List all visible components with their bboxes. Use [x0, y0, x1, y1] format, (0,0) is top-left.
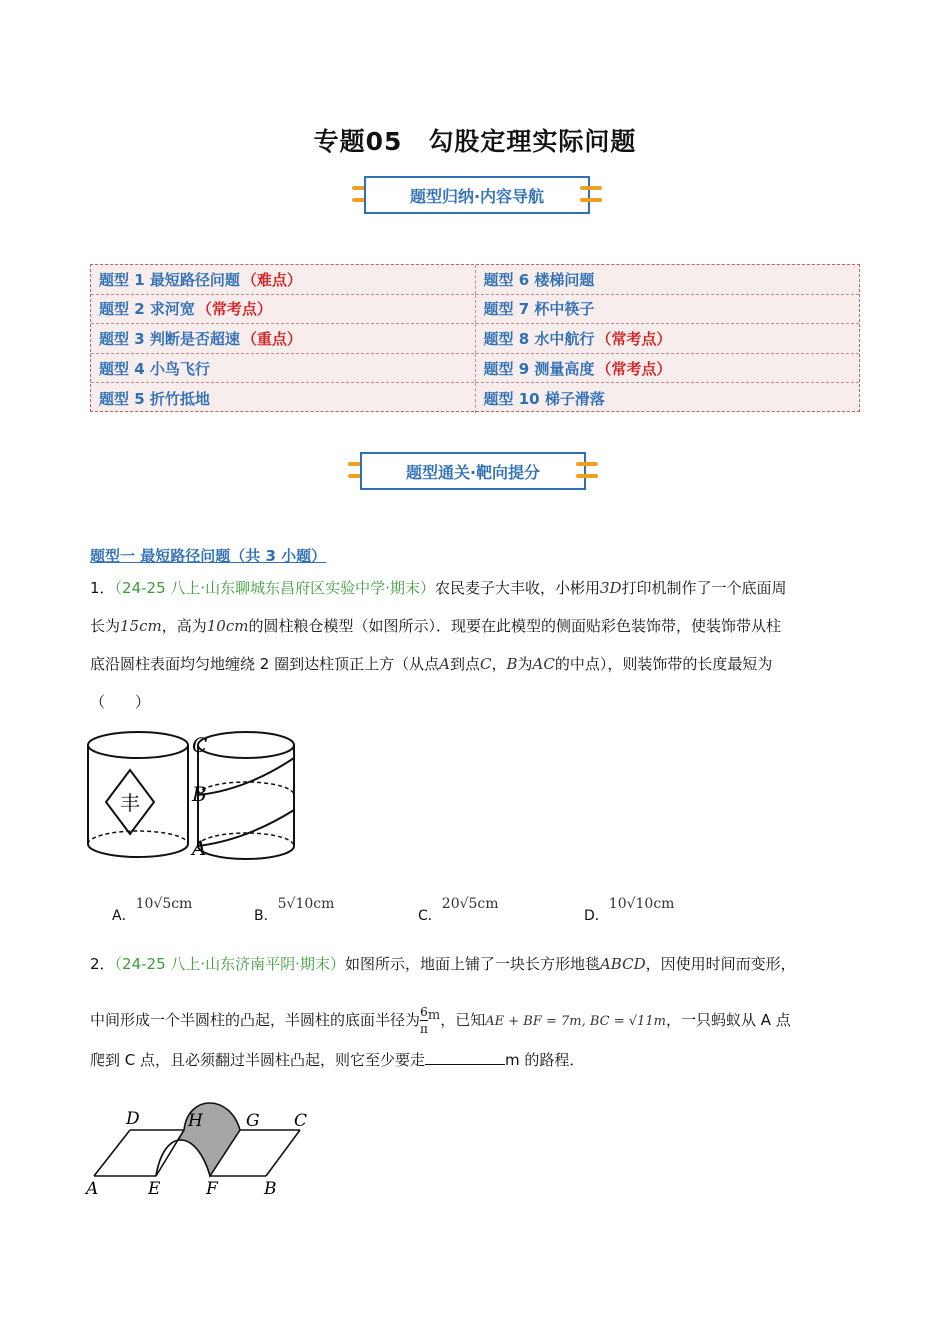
q2-text: 中间形成一个半圆柱的凸起，半圆柱的底面半径为: [90, 1011, 421, 1029]
q1-number: 1．: [90, 579, 115, 597]
toc-item-tag: （重点）: [241, 329, 302, 348]
question-2: [90, 945, 862, 1079]
toc-item-label: 题型 5 折竹抵地: [99, 389, 210, 408]
q1-text: 为: [517, 655, 533, 673]
toc-item[interactable]: [91, 383, 476, 413]
section-heading: 题型一 最短路径问题（共 3 小题）: [90, 547, 327, 565]
q2-text: ，已知: [440, 1011, 486, 1029]
banner-nav: [352, 176, 602, 216]
q1-text: 到点: [449, 655, 480, 673]
option-label: B．: [254, 908, 278, 924]
q2-condition: AE + BF = 7m, BC = √11m: [485, 1014, 666, 1029]
q1-line-2: [90, 607, 862, 645]
toc-item[interactable]: [476, 354, 860, 383]
q2-source: （24-25 八上·山东济南平阴·期末）: [114, 955, 345, 973]
q2-number: 2．: [90, 955, 115, 973]
q1-fig-char: 丰: [120, 791, 140, 815]
q1-option-c[interactable]: [418, 893, 499, 924]
option-value: 20√5cm: [441, 896, 499, 912]
banner-bar-right-bottom: [580, 198, 602, 202]
toc-item[interactable]: [91, 324, 476, 353]
question-1: [90, 569, 862, 721]
q1-math-A: A: [439, 655, 450, 673]
q1-text: 的圆柱粮仓模型（如图所示）．现要在此模型的侧面贴彩色装饰带，使装饰带从柱: [248, 617, 781, 635]
q2-carpet-figure: [84, 1098, 324, 1202]
q1-option-a[interactable]: [112, 893, 193, 924]
q2-label-A: A: [86, 1179, 99, 1199]
q1-math-15cm: 15cm: [120, 617, 162, 635]
toc-item-label: 题型 2 求河宽: [99, 300, 195, 319]
q1-label-A: A: [192, 836, 207, 860]
q1-text: 长为: [90, 617, 121, 635]
banner-bar-right-top: [580, 186, 602, 190]
q2-math-ABCD: ABCD: [599, 955, 646, 973]
toc-row: [91, 295, 859, 325]
toc-row: [91, 354, 859, 384]
q2-label-B: B: [264, 1179, 277, 1199]
toc-item[interactable]: [91, 265, 476, 294]
q1-cylinder-figure: [80, 728, 310, 868]
toc-item-label: 题型 7 杯中筷子: [483, 300, 595, 319]
q1-option-d[interactable]: [584, 893, 675, 924]
q2-text: 爬到 C 点，且必须翻过半圆柱凸起，则它至少要走: [90, 1051, 426, 1069]
q1-label-C: C: [192, 733, 208, 757]
toc-row: [91, 265, 859, 295]
q1-text: ，: [491, 655, 507, 673]
option-label: A．: [112, 908, 136, 924]
q2-frac-unit: m: [427, 1008, 441, 1023]
toc-item-label: 题型 9 测量高度: [483, 359, 595, 378]
q1-line-4: （ ）: [90, 693, 151, 711]
banner-practice: [348, 452, 598, 492]
q2-label-F: F: [206, 1179, 218, 1199]
q1-line-1: [90, 569, 862, 607]
q1-text: 底沿圆柱表面均匀地缠绕 2 圈到达柱顶正上方（从点: [90, 655, 440, 673]
q2-label-D: D: [126, 1109, 140, 1129]
q1-text: 的中点），则装饰带的长度最短为: [554, 655, 773, 673]
q2-text: m 的路程．: [505, 1051, 585, 1069]
toc-item-tag: （常考点）: [596, 359, 672, 378]
q1-text: 农民麦子大丰收，小彬用: [434, 579, 600, 597]
banner-nav-label: 题型归纳·内容导航: [364, 176, 590, 214]
toc-item-tag: （常考点）: [196, 300, 272, 319]
q1-math-10cm: 10cm: [206, 617, 249, 635]
toc-item[interactable]: [476, 295, 860, 324]
toc-item-tag: （常考点）: [596, 329, 672, 348]
toc-item[interactable]: [476, 324, 860, 353]
option-value: 10√5cm: [135, 896, 193, 912]
toc-item-label: 题型 8 水中航行: [483, 329, 595, 348]
toc-item-label: 题型 10 梯子滑落: [483, 389, 605, 408]
toc-item-label: 题型 3 判断是否超速: [99, 329, 240, 348]
q1-text: ，高为: [161, 617, 207, 635]
toc-item[interactable]: [476, 265, 860, 294]
q2-label-H: H: [188, 1111, 203, 1131]
q2-line-2: [90, 997, 862, 1041]
toc-item-tag: （难点）: [241, 270, 302, 289]
toc-item[interactable]: [91, 354, 476, 383]
fraction-numerator: 6: [420, 1005, 428, 1019]
q1-line-3: [90, 645, 862, 683]
banner-practice-label: 题型通关·靶向提分: [360, 452, 586, 490]
q2-text: ，因使用时间而变形，: [645, 955, 796, 973]
banner-bar-right-bottom: [576, 474, 598, 478]
option-label: C．: [418, 908, 442, 924]
q2-line-1: [90, 945, 862, 983]
q1-math-C: C: [479, 655, 492, 673]
q1-option-b[interactable]: [254, 893, 335, 924]
toc-item[interactable]: [91, 295, 476, 324]
q1-text: 打印机制作了一个底面周: [621, 579, 787, 597]
q2-fraction: [420, 1004, 428, 1037]
q2-text: 如图所示，地面上铺了一块长方形地毯: [344, 955, 600, 973]
toc-item[interactable]: [476, 383, 860, 413]
q2-line-3: [90, 1041, 862, 1079]
page-title: 专题05 勾股定理实际问题: [313, 127, 637, 156]
q2-label-E: E: [148, 1179, 161, 1199]
q2-label-C: C: [294, 1111, 308, 1131]
toc-item-label: 题型 6 楼梯问题: [483, 270, 595, 289]
q1-source: （24-25 八上·山东聊城东昌府区实验中学·期末）: [114, 579, 435, 597]
toc-item-label: 题型 1 最短路径问题: [99, 270, 240, 289]
option-label: D．: [584, 908, 609, 924]
option-value: 10√10cm: [608, 896, 675, 912]
q2-text: ，一只蚂蚁从 A 点: [665, 1011, 791, 1029]
toc-row: [91, 324, 859, 354]
q1-math-3d: 3D: [599, 579, 622, 597]
toc-row: [91, 383, 859, 413]
banner-bar-right-top: [576, 462, 598, 466]
option-value: 5√10cm: [277, 896, 335, 912]
fraction-denominator: π: [420, 1022, 428, 1036]
q2-label-G: G: [246, 1111, 260, 1131]
answer-blank[interactable]: [425, 1050, 505, 1065]
q1-math-B: B: [506, 655, 518, 673]
q1-label-B: B: [192, 782, 207, 806]
toc-table: [90, 264, 860, 412]
q1-math-AC: AC: [532, 655, 555, 673]
toc-item-label: 题型 4 小鸟飞行: [99, 359, 210, 378]
